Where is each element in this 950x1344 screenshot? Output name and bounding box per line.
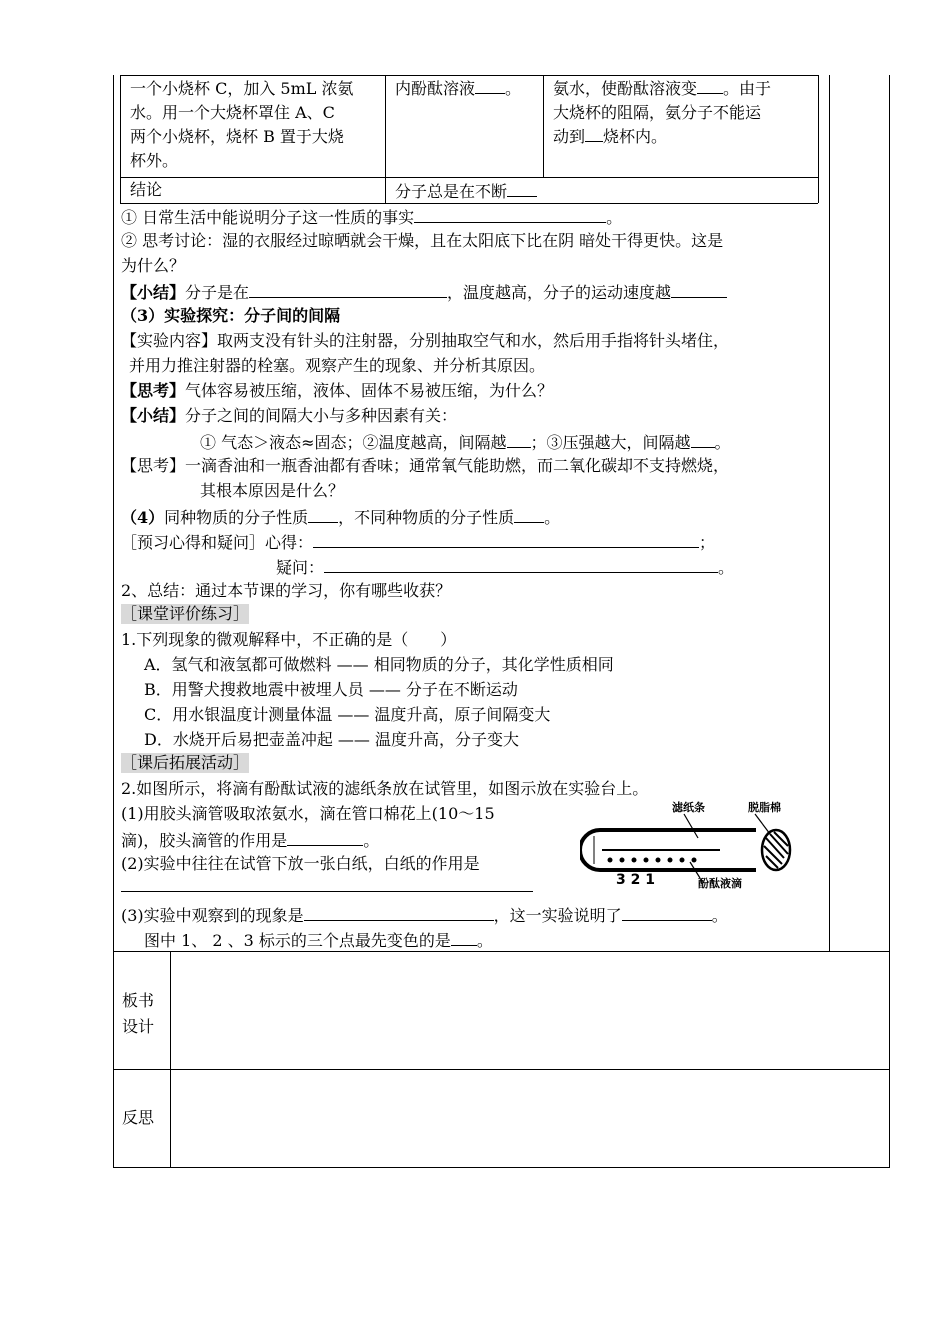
question-2-part-3: (3)实验中观察到的现象是 ，这一实验说明了 。 (121, 906, 728, 925)
experiment-content: 【实验内容】取两支没有针头的注射器，分别抽取空气和水，然后用手指将针头堵住， (121, 331, 730, 350)
answer-blank[interactable] (304, 904, 494, 921)
filter-paper-label: 滤纸条 (672, 801, 705, 814)
exp-table-cell-phenomenon: 内酚酞溶液 。 (395, 79, 522, 98)
question-2-part-1: (1)用胶头滴管吸取浓氨水，滴在管口棉花上(10～15 (121, 804, 495, 823)
preview-notes: ［预习心得和疑问］心得： ； (121, 533, 716, 552)
main-right-border (829, 75, 830, 951)
outer-left-border (113, 75, 114, 1168)
table-line: 大烧杯的阻隔，氨分子不能运 (553, 103, 762, 122)
question-2: 2.如图所示，将滴有酚酞试液的滤纸条放在试管里，如图示放在实验台上。 (121, 779, 649, 798)
answer-blank[interactable] (451, 929, 477, 946)
answer-blank[interactable] (249, 281, 447, 298)
answer-blank[interactable] (308, 506, 338, 523)
think-essence: 【思考】一滴香油和一瓶香油都有香味；通常氧气能助燃，而二氧化碳却不支持燃烧， (121, 456, 730, 475)
outer-right-border (889, 75, 890, 1168)
option-d[interactable]: D．水烧开后易把壶盖冲起 —— 温度升高，分子变大 (144, 730, 520, 749)
after-class-heading: ［课后拓展活动］ (121, 753, 250, 772)
reflection-field[interactable] (172, 1071, 888, 1166)
discussion-question-cont: 为什么？ (121, 256, 186, 275)
cotton-label: 脱脂棉 (748, 801, 781, 814)
section-3-heading: （3）实验探究：分子间的间隔 (121, 306, 341, 325)
think-compression: 【思考】气体容易被压缩，液体、固体不易被压缩，为什么？ (121, 381, 554, 400)
cotton-icon (762, 830, 790, 870)
answer-blank[interactable] (514, 506, 544, 523)
summary-spacing-items: ① 气态＞液态≈固态；②温度越高，间隔越 ；③压强越大，间隔越 。 (200, 433, 731, 452)
exp-table-cell-operation (130, 77, 380, 173)
point-numbers: 3 2 1 (616, 872, 655, 888)
daily-life-question: ① 日常生活中能说明分子这一性质的事实 。 (121, 208, 623, 227)
class-evaluation-heading: ［课堂评价练习］ (121, 604, 250, 623)
phenolphthalein-drop-label: 酚酞液滴 (698, 877, 742, 890)
answer-blank[interactable] (121, 891, 533, 892)
conclusion-label: 结论 (130, 180, 163, 199)
section-4: （4）同种物质的分子性质 ，不同种物质的分子性质 。 (121, 508, 561, 527)
answer-blank[interactable] (287, 829, 363, 846)
exp-table-cell-explanation: 氨水，使酚酞溶液变 。由于 大烧杯的阻隔，氨分子不能运 动到 烧杯内。 (553, 77, 815, 149)
answer-blank[interactable] (475, 77, 505, 94)
table-line: 一个小烧杯 C，加入 5mL 浓氨 (130, 79, 354, 98)
summary-spacing: 【小结】分子之间的间隔大小与多种因素有关： (121, 406, 458, 425)
conclusion-text: 分子总是在不断 (395, 180, 537, 202)
question-2-part-2: (2)实验中往往在试管下放一张白纸，白纸的作用是 (121, 854, 480, 873)
question-1: 1.下列现象的微观解释中，不正确的是（ ） (121, 630, 457, 649)
question-2-part-4: 图中 1、 2 、3 标示的三个点最先变色的是 。 (144, 931, 493, 950)
answer-blank[interactable] (507, 180, 537, 197)
option-a[interactable]: A．氢气和液氢都可做燃料 —— 相同物质的分子，其化学性质相同 (144, 655, 614, 674)
discussion-question: ② 思考讨论：湿的衣服经过晾晒就会干燥，且在太阳底下比在阴 暗处干得更快。这是 (121, 231, 724, 250)
answer-blank[interactable] (622, 904, 712, 921)
table-line: 水。用一个大烧杯罩住 A、C (130, 103, 335, 122)
think-essence-cont: 其根本原因是什么？ (200, 481, 345, 500)
answer-blank[interactable] (324, 556, 718, 573)
table-line: 杯外。 (130, 151, 179, 170)
answer-blank[interactable] (671, 281, 727, 298)
answer-blank[interactable] (414, 206, 606, 223)
summary-motion: 【小结】分子是在 ，温度越高，分子的运动速度越 (121, 281, 727, 303)
answer-blank[interactable] (691, 431, 715, 448)
test-tube-figure (580, 800, 800, 892)
reflection-label: 反思 (122, 1108, 155, 1127)
question-2-part-1-cont: 滴)，胶头滴管的作用是 。 (121, 831, 380, 850)
answer-blank[interactable] (585, 125, 603, 142)
option-b[interactable]: B．用警犬搜救地震中被埋人员 —— 分子在不断运动 (144, 680, 518, 699)
option-c[interactable]: C．用水银温度计测量体温 —— 温度升高，原子间隔变大 (144, 705, 551, 724)
table-line: 两个小烧杯，烧杯 B 置于大烧 (130, 127, 344, 146)
answer-blank[interactable] (697, 77, 723, 94)
preview-questions: 疑问： 。 (276, 558, 735, 577)
experiment-content-cont: 并用力推注射器的栓塞。观察产生的现象、并分析其原因。 (129, 356, 546, 375)
board-design-label: 板书 设计 (122, 991, 155, 1036)
answer-blank[interactable] (507, 431, 531, 448)
board-design-field[interactable] (172, 953, 888, 1067)
summary-question: 2、总结：通过本节课的学习，你有哪些收获？ (121, 581, 452, 600)
answer-blank[interactable] (313, 531, 699, 548)
